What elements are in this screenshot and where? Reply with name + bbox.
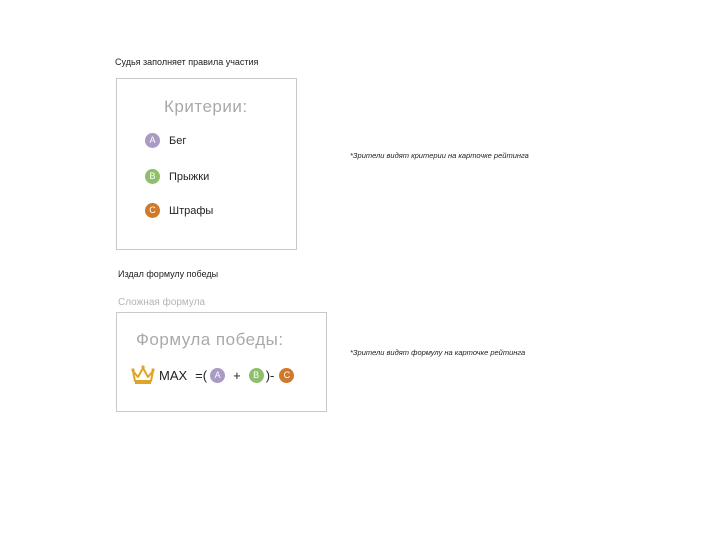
formula-card [116,312,327,412]
judge-caption: Судья заполняет правила участия [115,57,259,67]
criteria-item-c [145,203,213,218]
criteria-note: *Зрители видят критерии на карточке рейтинга [350,151,529,160]
formula-eq: =( [195,367,208,383]
badge-a: A [145,133,160,148]
formula-caption: Издал формулу победы [118,269,219,279]
badge-b: B [145,169,160,184]
formula-badge-c: C [279,368,294,383]
criteria-item-b [145,169,209,184]
criteria-label-c: Штрафы [169,204,214,217]
formula-badge-a: A [210,368,225,383]
criteria-label-b: Прыжки [169,170,210,183]
criteria-title: Критерии: [164,97,248,116]
formula-plus: + [233,367,241,383]
formula-note: *Зрители видят формулу на карточке рейтинга [350,348,526,357]
formula-badge-b: B [249,368,264,383]
criteria-card [116,78,297,250]
crown-icon [131,365,155,385]
formula-expression [131,365,294,385]
complex-formula-label: Сложная формула [118,297,206,308]
criteria-label-a: Бег [169,134,187,147]
formula-close-minus: )- [265,367,275,383]
formula-func: MAX [159,367,188,383]
badge-c: C [145,203,160,218]
formula-title: Формула победы: [136,330,284,349]
criteria-item-a [145,133,186,148]
